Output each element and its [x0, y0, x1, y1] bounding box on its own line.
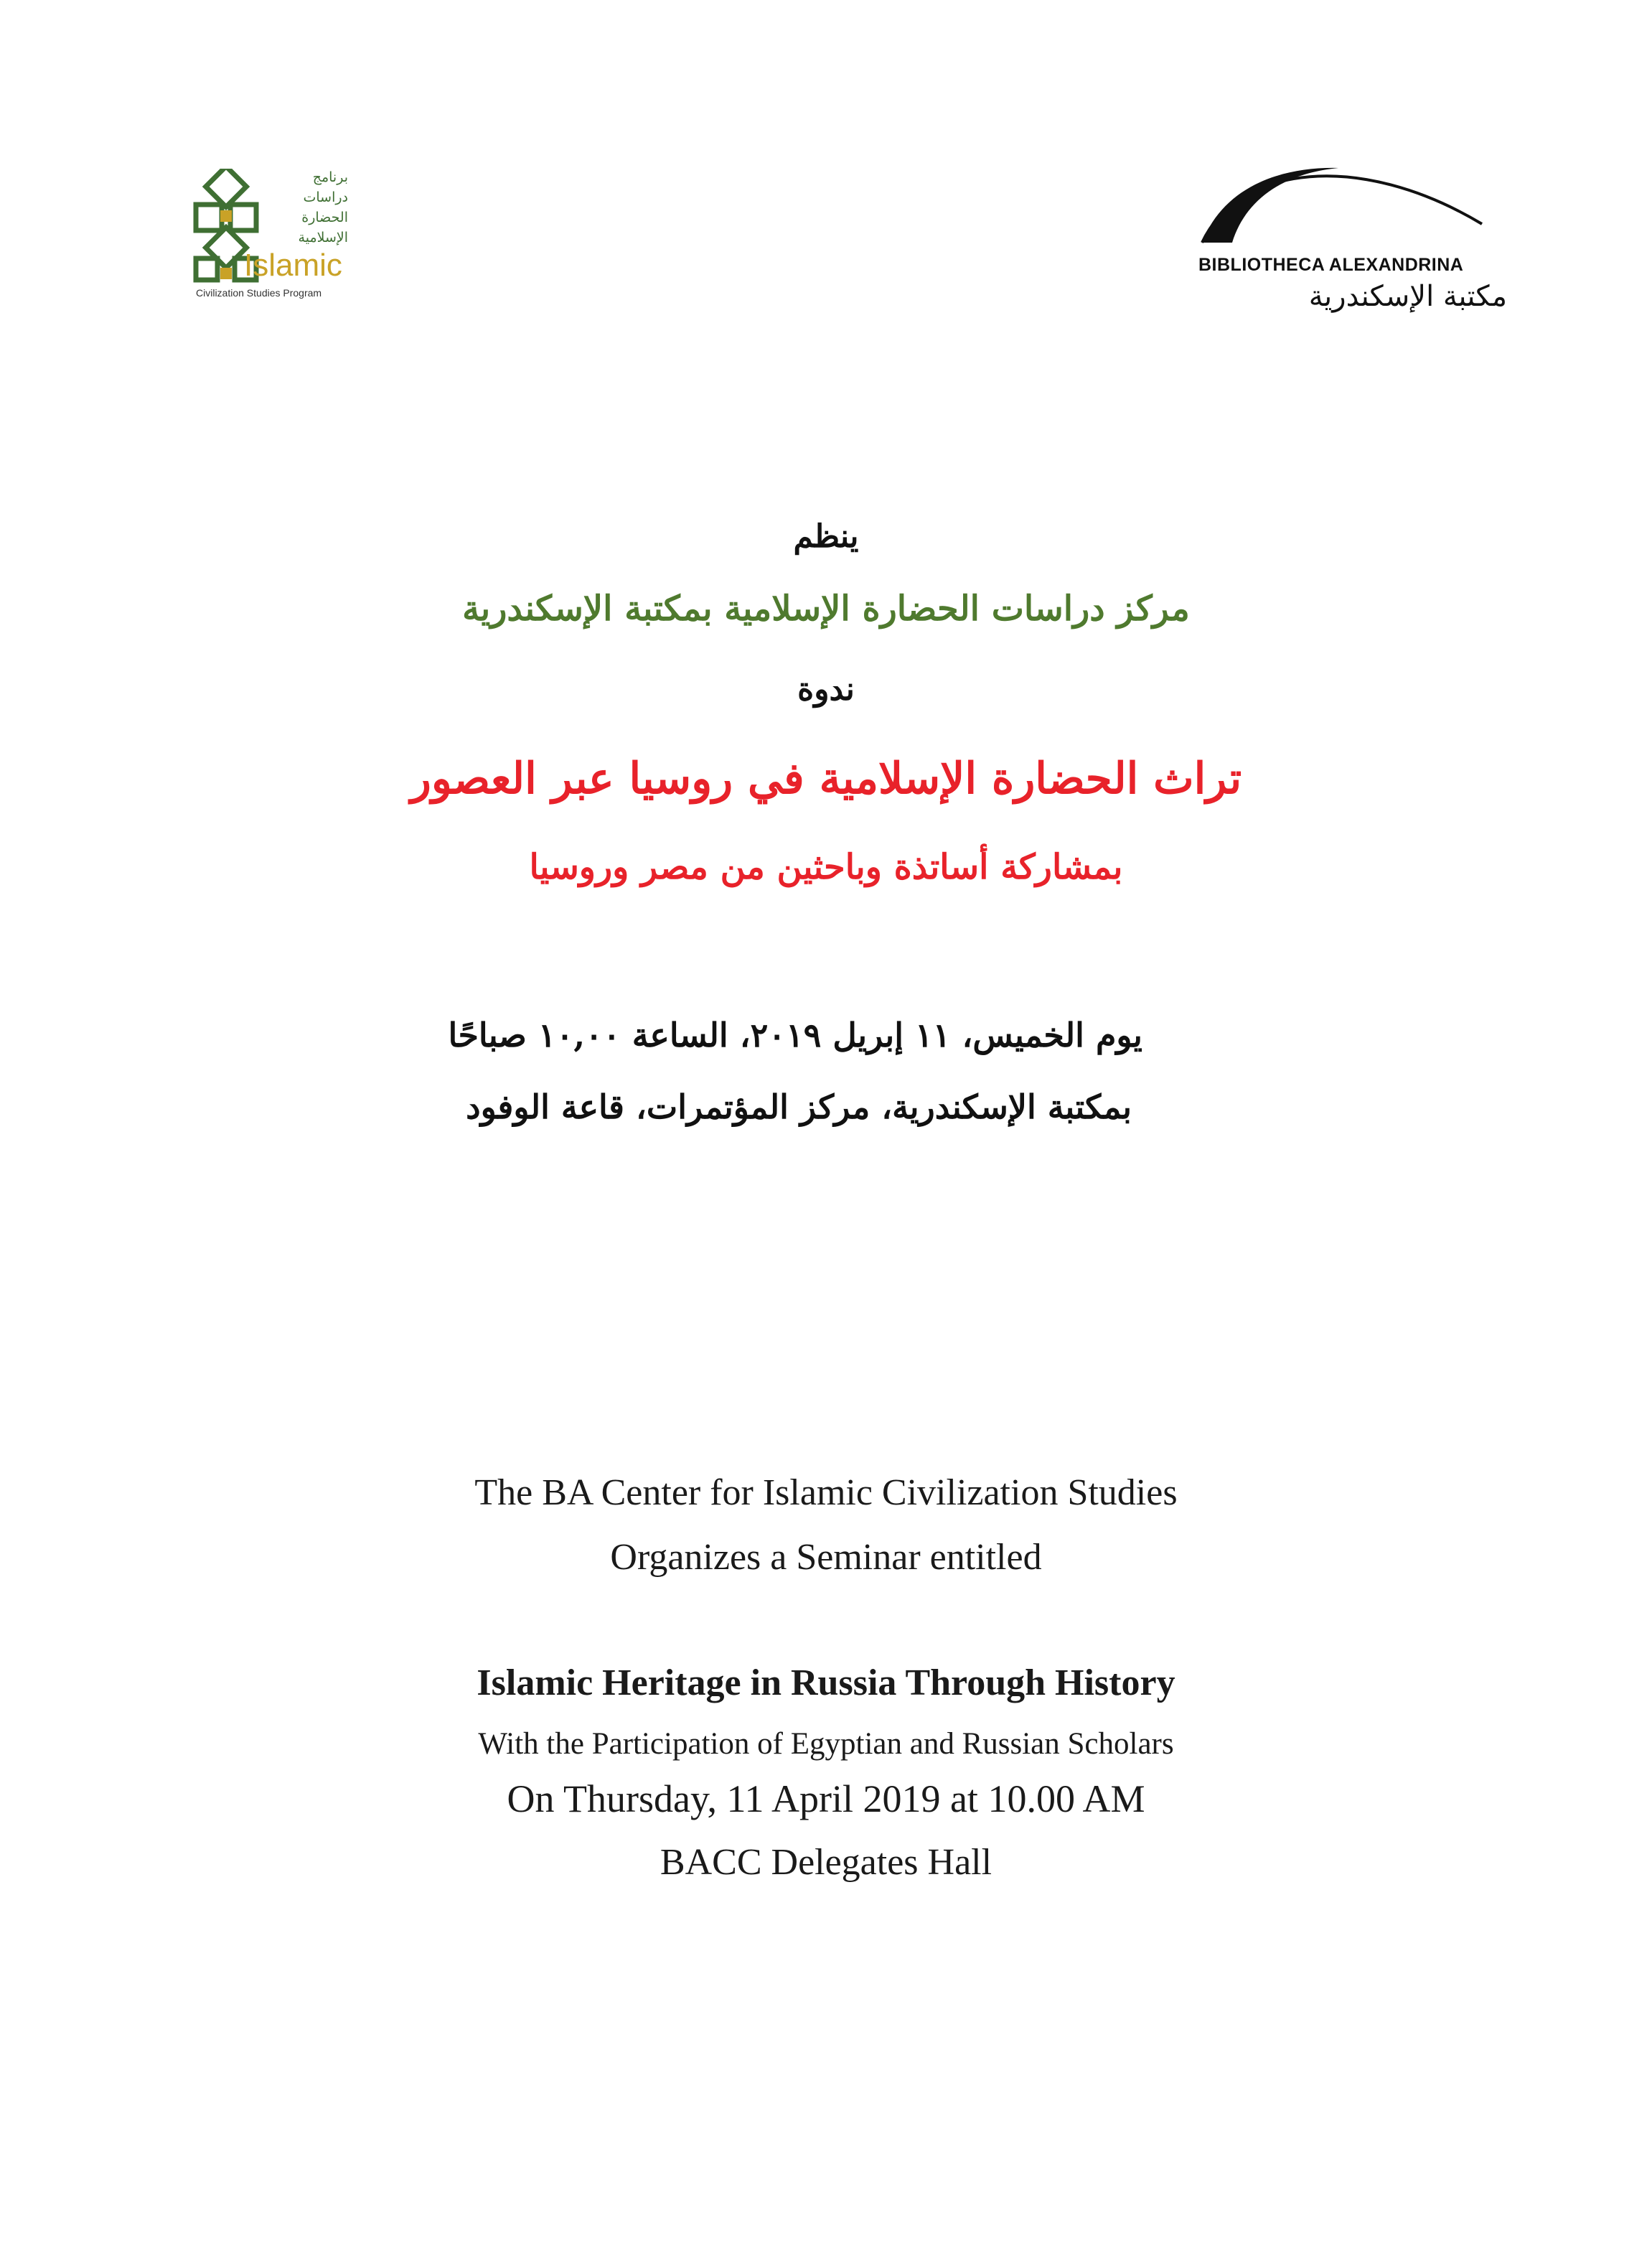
arabic-venue: بمكتبة الإسكندرية، مركز المؤتمرات، قاعة الوفود: [466, 1087, 1132, 1126]
english-participation: With the Participation of Egyptian and Russian Scholars: [478, 1727, 1174, 1761]
ics-logo: [190, 165, 348, 305]
ba-logo-arabic: مكتبة الإسكندرية: [1308, 280, 1507, 313]
ba-logo-english: BIBLIOTHECA ALEXANDRINA: [1198, 255, 1464, 275]
arabic-participation: بمشاركة أساتذة وباحثين من مصر وروسيا: [529, 847, 1123, 887]
english-organizes: Organizes a Seminar entitled: [610, 1537, 1042, 1578]
english-center-name: The BA Center for Islamic Civilization Studies: [474, 1472, 1178, 1513]
ics-arabic-line-1: برنامج: [312, 169, 348, 185]
ics-arabic-line-4: الإسلامية: [298, 230, 348, 245]
arabic-seminar-label: ندوة: [797, 671, 855, 708]
arabic-center-name: مركز دراسات الحضارة الإسلامية بمكتبة الإسكندرية: [462, 589, 1190, 629]
arabic-organizes: ينظم: [793, 518, 859, 555]
english-date-time: On Thursday, 11 April 2019 at 10.00 AM: [507, 1777, 1145, 1820]
english-seminar-title: Islamic Heritage in Russia Through History: [477, 1662, 1175, 1703]
arabic-seminar-title: تراث الحضارة الإسلامية في روسيا عبر العصور: [410, 754, 1242, 804]
ba-arc-icon: [1195, 158, 1496, 251]
ics-arabic-line-3: الحضارة: [301, 210, 348, 225]
english-venue: BACC Delegates Hall: [660, 1842, 992, 1883]
ba-logo: [1181, 158, 1511, 323]
arabic-date-time: يوم الخميس، ١١ إبريل ٢٠١٩، الساعة ١٠,٠٠ صباحًا: [448, 1016, 1142, 1054]
ics-logo-word: Islamic: [244, 248, 342, 283]
ics-arabic-line-2: دراسات: [303, 189, 348, 205]
ics-logo-caption: Civilization Studies Program: [196, 287, 322, 299]
